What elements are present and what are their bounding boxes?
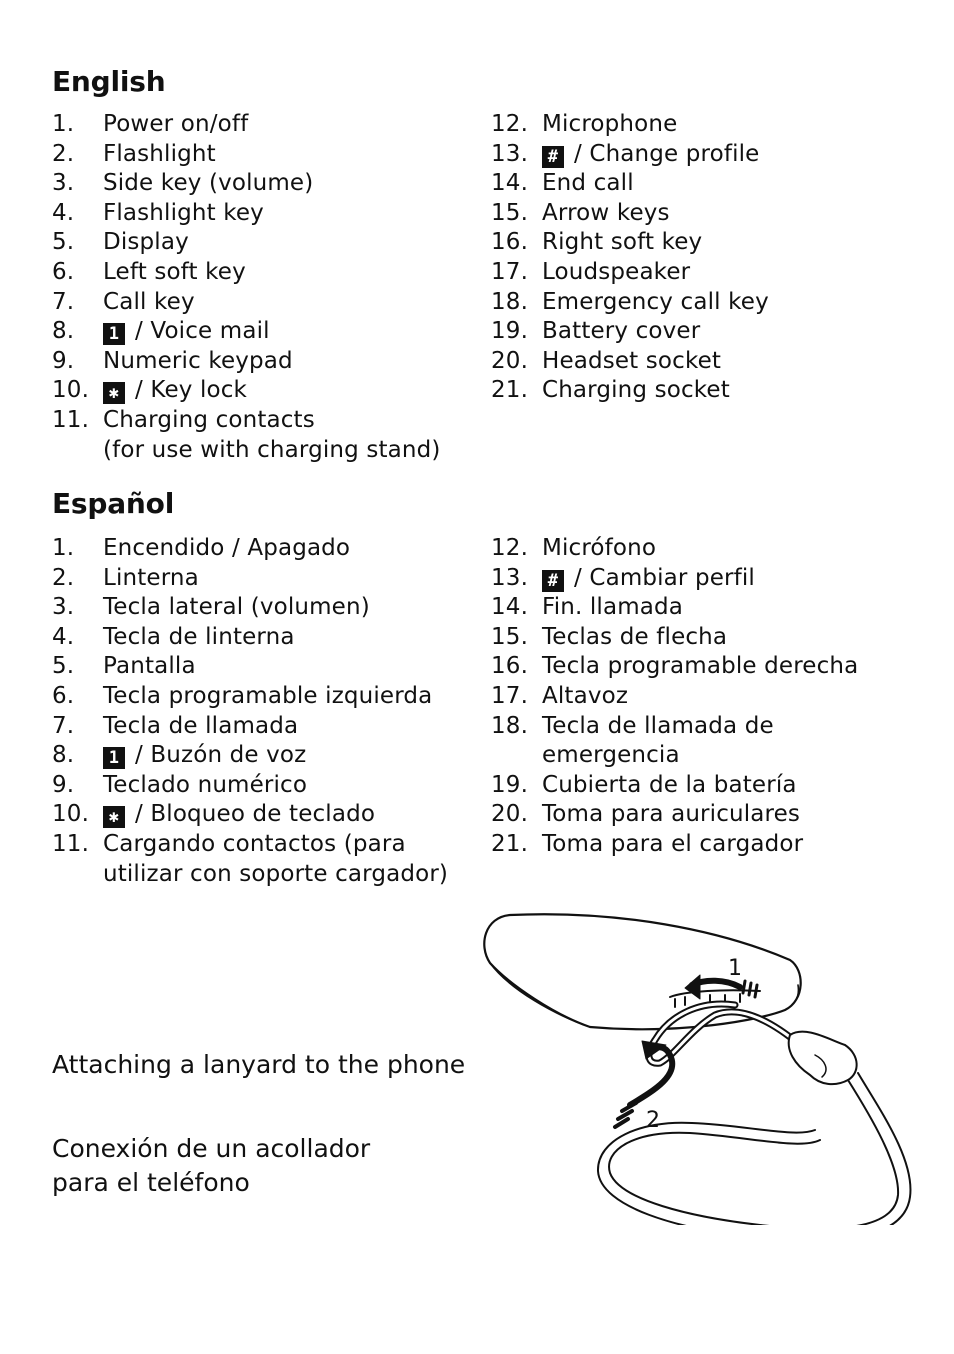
item-number: 16. bbox=[491, 653, 529, 680]
list-item bbox=[52, 169, 472, 199]
item-text-block bbox=[103, 169, 313, 199]
item-line bbox=[103, 229, 189, 255]
item-label: Toma para auriculares bbox=[542, 801, 801, 828]
item-text-block bbox=[103, 288, 195, 318]
item-line bbox=[542, 377, 730, 403]
item-number: 17. bbox=[491, 258, 529, 285]
list-item bbox=[52, 288, 472, 318]
item-label: Call key bbox=[103, 288, 195, 315]
item-text-block bbox=[103, 376, 247, 406]
item-text-block bbox=[103, 258, 246, 288]
item-label: / Bloqueo de teclado bbox=[135, 801, 376, 828]
item-text-block bbox=[103, 140, 216, 170]
item-number: 7. bbox=[52, 288, 75, 315]
item-number: 11. bbox=[52, 830, 90, 857]
item-line bbox=[103, 535, 350, 561]
item-text-block bbox=[103, 682, 432, 712]
item-text-block bbox=[103, 741, 306, 771]
item-text-block bbox=[542, 347, 721, 377]
item-label: Charging socket bbox=[542, 377, 730, 404]
list-item bbox=[52, 140, 472, 170]
english-heading: English bbox=[52, 65, 166, 98]
item-line bbox=[542, 348, 721, 374]
item-label-continued: utilizar con soporte cargador) bbox=[103, 860, 449, 887]
item-number: 4. bbox=[52, 199, 75, 226]
item-line bbox=[542, 831, 803, 857]
item-label: Cargando contactos (para bbox=[103, 830, 406, 857]
item-label: Flashlight bbox=[103, 140, 216, 167]
item-line bbox=[103, 831, 406, 857]
keypad-key-icon: 1 bbox=[103, 747, 125, 769]
item-line bbox=[542, 772, 797, 798]
espanol-list-left bbox=[52, 534, 472, 889]
item-number: 14. bbox=[491, 594, 529, 621]
item-label: Arrow keys bbox=[542, 199, 670, 226]
item-label: Teclado numérico bbox=[103, 771, 308, 798]
item-label: Microphone bbox=[542, 111, 678, 137]
lanyard-illustration bbox=[470, 905, 920, 1225]
item-text-block bbox=[542, 682, 628, 712]
item-label: Headset socket bbox=[542, 347, 722, 374]
list-item bbox=[491, 169, 931, 199]
item-number: 3. bbox=[52, 170, 75, 197]
item-label-continued: (for use with charging stand) bbox=[103, 436, 441, 463]
item-text-block bbox=[542, 830, 803, 860]
item-number: 21. bbox=[491, 830, 529, 857]
item-label: Toma para el cargador bbox=[542, 830, 804, 857]
item-text-block bbox=[542, 110, 677, 140]
list-item bbox=[491, 800, 931, 830]
item-label: Side key (volume) bbox=[103, 170, 314, 197]
item-line bbox=[103, 742, 306, 768]
list-item bbox=[52, 347, 472, 377]
item-text-block bbox=[103, 564, 199, 594]
list-item bbox=[52, 110, 472, 140]
list-item bbox=[52, 199, 472, 229]
list-item bbox=[52, 800, 472, 830]
english-list-right bbox=[491, 110, 931, 406]
list-item bbox=[52, 771, 472, 801]
list-item bbox=[52, 830, 472, 889]
item-line bbox=[542, 535, 656, 561]
item-label: Teclas de flecha bbox=[542, 623, 728, 650]
item-label: Flashlight key bbox=[103, 199, 264, 226]
item-label: Encendido / Apagado bbox=[103, 535, 351, 561]
item-text-block bbox=[542, 199, 670, 229]
item-label: Cubierta de la batería bbox=[542, 771, 797, 798]
keypad-key-icon: # bbox=[542, 570, 564, 592]
list-item bbox=[491, 258, 931, 288]
item-label: Linterna bbox=[103, 564, 199, 591]
list-item bbox=[52, 712, 472, 742]
item-label: Tecla de llamada de bbox=[542, 712, 774, 739]
item-line bbox=[103, 170, 313, 196]
item-text-block bbox=[542, 228, 702, 258]
item-label: Emergency call key bbox=[542, 288, 769, 315]
item-line bbox=[542, 801, 800, 827]
item-text-block bbox=[103, 406, 440, 465]
list-item bbox=[491, 830, 931, 860]
item-line bbox=[103, 377, 247, 403]
item-number: 12. bbox=[491, 535, 529, 561]
item-number: 2. bbox=[52, 140, 75, 167]
item-number: 8. bbox=[52, 318, 75, 345]
item-number: 19. bbox=[491, 771, 529, 798]
item-text-block bbox=[103, 347, 293, 377]
item-number: 12. bbox=[491, 111, 529, 137]
item-text-block bbox=[103, 830, 448, 889]
item-text-block bbox=[542, 623, 727, 653]
item-label: Pantalla bbox=[103, 653, 196, 680]
list-item bbox=[491, 317, 931, 347]
item-number: 18. bbox=[491, 712, 529, 739]
item-label: / Change profile bbox=[574, 140, 760, 167]
item-line bbox=[103, 289, 195, 315]
item-line bbox=[542, 318, 700, 344]
espanol-heading: Español bbox=[52, 487, 175, 520]
item-number: 15. bbox=[491, 199, 529, 226]
item-line bbox=[103, 594, 370, 620]
item-text-block bbox=[542, 317, 700, 347]
item-text-block bbox=[103, 228, 189, 258]
item-label: / Buzón de voz bbox=[135, 742, 307, 769]
item-label: Numeric keypad bbox=[103, 347, 293, 374]
item-number: 10. bbox=[52, 377, 90, 404]
item-number: 1. bbox=[52, 111, 75, 137]
list-item bbox=[52, 741, 472, 771]
item-line bbox=[103, 683, 432, 709]
list-item bbox=[491, 376, 931, 406]
item-line bbox=[103, 407, 315, 433]
item-line bbox=[542, 289, 769, 315]
item-number: 11. bbox=[52, 406, 90, 433]
item-line bbox=[103, 141, 216, 167]
lanyard-caption-es-line1: Conexión de un acollador bbox=[52, 1134, 371, 1163]
item-text-block bbox=[542, 593, 683, 623]
item-number: 4. bbox=[52, 623, 75, 650]
item-number: 9. bbox=[52, 347, 75, 374]
list-item bbox=[491, 593, 931, 623]
item-number: 10. bbox=[52, 801, 90, 828]
item-number: 6. bbox=[52, 682, 75, 709]
item-text-block bbox=[542, 169, 634, 199]
item-line bbox=[542, 683, 628, 709]
item-number: 9. bbox=[52, 771, 75, 798]
item-label: Power on/off bbox=[103, 111, 249, 137]
item-text-block bbox=[103, 317, 270, 347]
phone-outline bbox=[484, 914, 800, 1029]
list-item bbox=[491, 288, 931, 318]
item-label: Altavoz bbox=[542, 682, 629, 709]
item-label: Charging contacts bbox=[103, 406, 315, 433]
item-text-block bbox=[542, 800, 800, 830]
list-item bbox=[491, 564, 931, 594]
item-number: 2. bbox=[52, 564, 75, 591]
item-number: 21. bbox=[491, 377, 529, 404]
item-label: Tecla de linterna bbox=[103, 623, 295, 650]
item-number: 5. bbox=[52, 653, 75, 680]
item-label: / Voice mail bbox=[135, 318, 270, 345]
item-text-block bbox=[103, 534, 350, 564]
item-line bbox=[103, 653, 196, 679]
item-line bbox=[103, 624, 295, 650]
list-item bbox=[52, 317, 472, 347]
item-text-block bbox=[542, 564, 755, 594]
list-item bbox=[491, 623, 931, 653]
item-text-block bbox=[103, 623, 295, 653]
item-text-block bbox=[542, 288, 769, 318]
item-number: 20. bbox=[491, 347, 529, 374]
espanol-list-right bbox=[491, 534, 931, 860]
item-label: End call bbox=[542, 170, 634, 197]
item-line bbox=[103, 713, 298, 739]
item-line bbox=[103, 259, 246, 285]
item-number: 13. bbox=[491, 564, 529, 591]
list-item bbox=[491, 712, 931, 771]
english-list-left bbox=[52, 110, 472, 465]
item-label-continued: emergencia bbox=[542, 742, 680, 769]
keypad-key-icon: # bbox=[542, 146, 564, 168]
item-label: Left soft key bbox=[103, 258, 246, 285]
keypad-key-icon: 1 bbox=[103, 323, 125, 345]
item-number: 19. bbox=[491, 318, 529, 345]
item-label: Fin. llamada bbox=[542, 594, 684, 621]
item-text-block bbox=[542, 258, 690, 288]
item-text-block bbox=[542, 534, 656, 564]
item-label: Tecla lateral (volumen) bbox=[103, 594, 370, 621]
item-label: Battery cover bbox=[542, 318, 701, 345]
item-number: 6. bbox=[52, 258, 75, 285]
item-text-block bbox=[103, 800, 375, 830]
list-item bbox=[52, 564, 472, 594]
item-number: 5. bbox=[52, 229, 75, 256]
item-number: 18. bbox=[491, 288, 529, 315]
item-line bbox=[542, 259, 690, 285]
list-item bbox=[52, 652, 472, 682]
item-number: 8. bbox=[52, 742, 75, 769]
item-text-block bbox=[103, 652, 196, 682]
item-label: Loudspeaker bbox=[542, 258, 691, 285]
item-text-block bbox=[542, 771, 797, 801]
list-item bbox=[52, 534, 472, 564]
item-line bbox=[103, 772, 307, 798]
list-item bbox=[52, 228, 472, 258]
item-label: Tecla programable derecha bbox=[542, 653, 859, 680]
item-line bbox=[103, 111, 248, 137]
item-label: Micrófono bbox=[542, 535, 657, 561]
item-number: 1. bbox=[52, 535, 75, 561]
item-line bbox=[542, 229, 702, 255]
item-number: 16. bbox=[491, 229, 529, 256]
list-item bbox=[491, 682, 931, 712]
item-line bbox=[103, 565, 199, 591]
item-text-block bbox=[542, 652, 858, 682]
item-line bbox=[542, 141, 759, 167]
item-line bbox=[542, 624, 727, 650]
item-label: Right soft key bbox=[542, 229, 703, 256]
item-label: / Cambiar perfil bbox=[574, 564, 755, 591]
lanyard-caption-es-line2: para el teléfono bbox=[52, 1168, 250, 1197]
item-label: Display bbox=[103, 229, 189, 256]
list-item bbox=[491, 652, 931, 682]
list-item bbox=[491, 771, 931, 801]
item-line bbox=[542, 594, 683, 620]
list-item bbox=[52, 376, 472, 406]
list-item bbox=[491, 140, 931, 170]
item-text-block bbox=[103, 712, 298, 742]
keypad-key-icon: ✱ bbox=[103, 806, 125, 828]
list-item bbox=[491, 228, 931, 258]
item-number: 7. bbox=[52, 712, 75, 739]
item-line bbox=[103, 200, 264, 226]
item-text-block bbox=[103, 593, 370, 623]
item-label: Tecla programable izquierda bbox=[103, 682, 433, 709]
item-line bbox=[542, 713, 774, 739]
item-text-block bbox=[542, 140, 759, 170]
item-line bbox=[542, 200, 670, 226]
step-1-label: 1 bbox=[728, 956, 742, 981]
lanyard-caption-en: Attaching a lanyard to the phone bbox=[52, 1050, 466, 1079]
item-line bbox=[542, 170, 634, 196]
item-text-block bbox=[103, 199, 264, 229]
item-number: 15. bbox=[491, 623, 529, 650]
item-label: Tecla de llamada bbox=[103, 712, 299, 739]
list-item bbox=[491, 199, 931, 229]
lanyard-cord bbox=[609, 1080, 898, 1225]
item-number: 13. bbox=[491, 140, 529, 167]
list-item bbox=[491, 110, 931, 140]
item-line bbox=[542, 565, 755, 591]
step-2-label: 2 bbox=[646, 1108, 660, 1133]
item-line bbox=[542, 653, 858, 679]
item-number: 20. bbox=[491, 801, 529, 828]
keypad-key-icon: ✱ bbox=[103, 382, 125, 404]
list-item bbox=[52, 593, 472, 623]
item-text-block bbox=[103, 771, 307, 801]
item-number: 14. bbox=[491, 170, 529, 197]
list-item bbox=[52, 682, 472, 712]
item-number: 3. bbox=[52, 594, 75, 621]
item-line bbox=[542, 111, 677, 137]
item-text-block bbox=[542, 376, 730, 406]
item-line bbox=[103, 801, 375, 827]
item-text-block bbox=[103, 110, 248, 140]
item-line bbox=[103, 348, 293, 374]
item-number: 17. bbox=[491, 682, 529, 709]
item-line bbox=[103, 318, 270, 344]
item-text-block bbox=[542, 712, 774, 771]
item-label: / Key lock bbox=[135, 377, 247, 404]
list-item bbox=[491, 347, 931, 377]
list-item bbox=[52, 406, 472, 465]
list-item bbox=[52, 623, 472, 653]
list-item bbox=[491, 534, 931, 564]
list-item bbox=[52, 258, 472, 288]
